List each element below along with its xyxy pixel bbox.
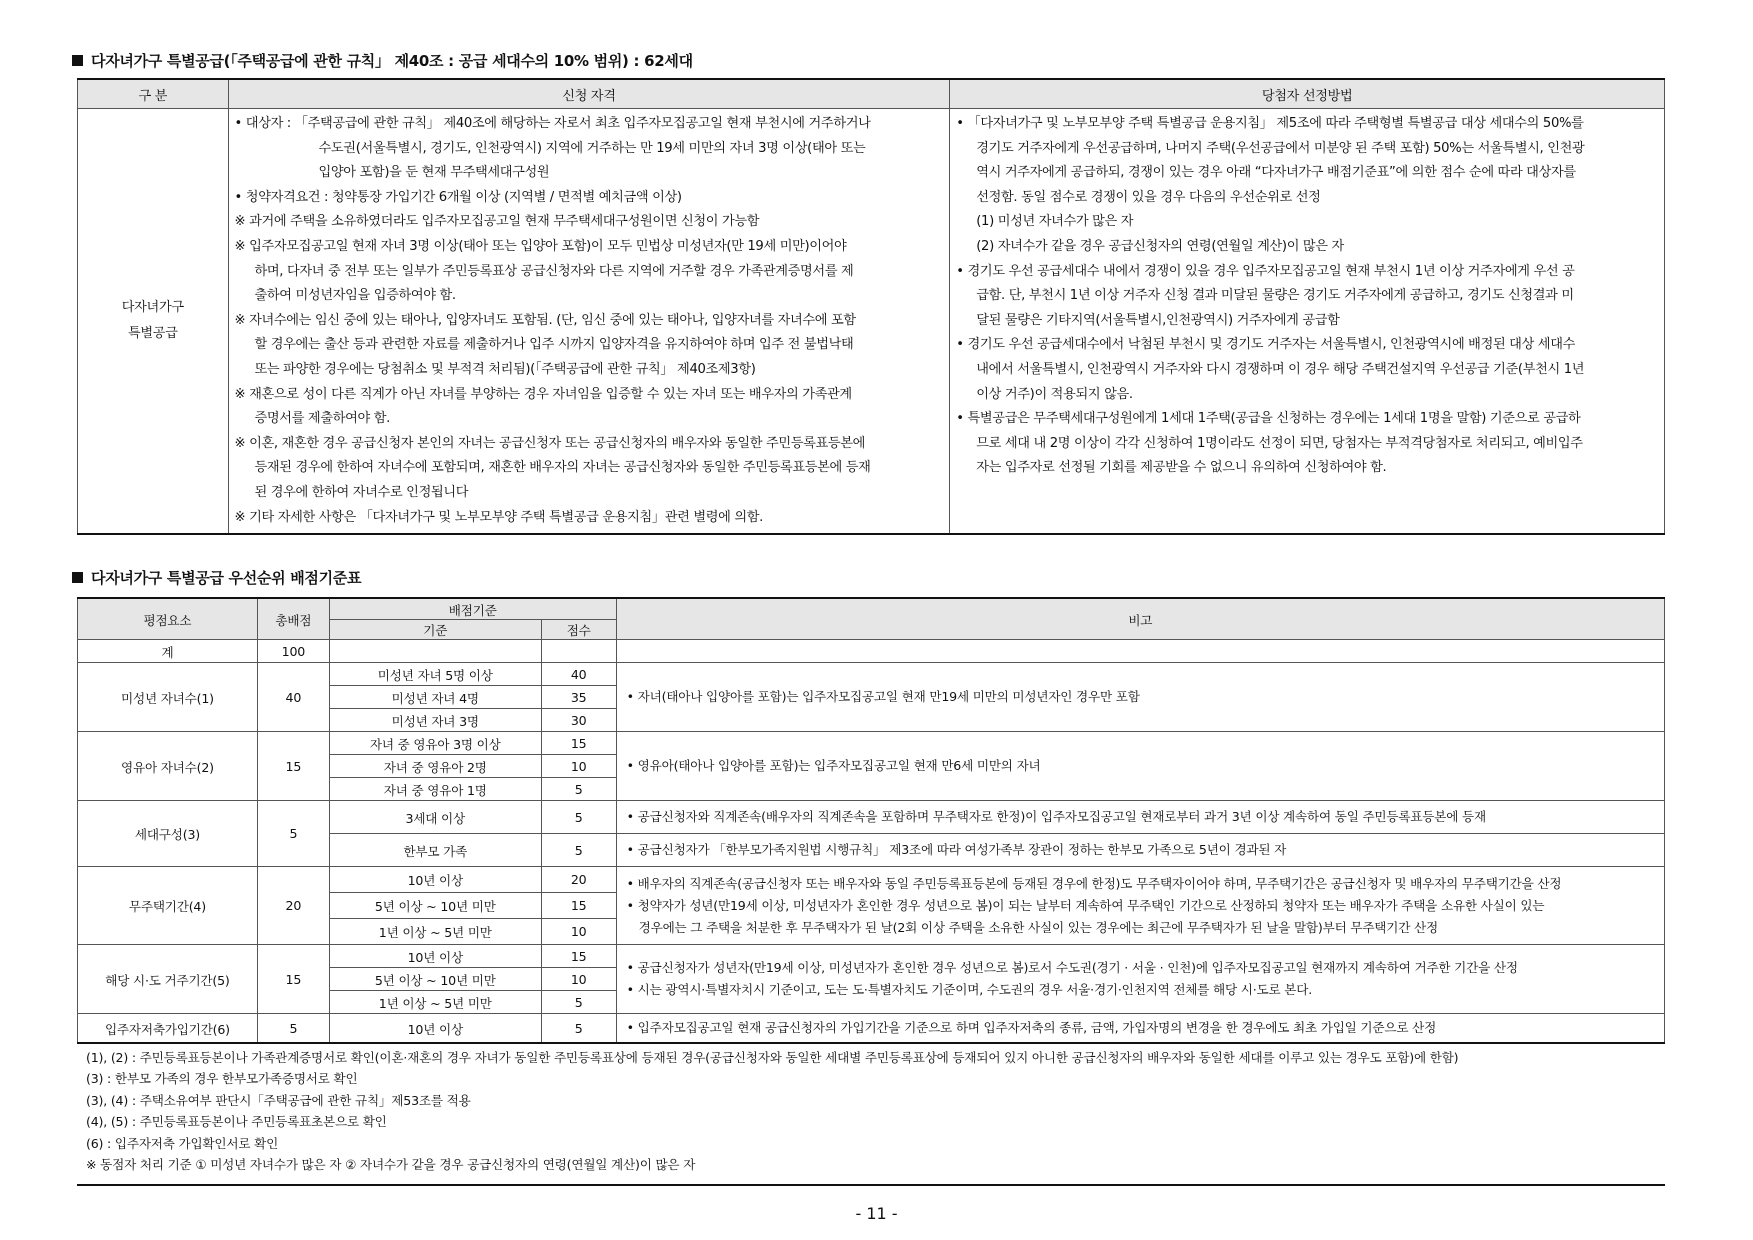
total-cell: 15	[257, 945, 329, 1014]
sel-line: (2) 자녀수가 같을 경우 공급신청자의 연령(연월일 계산)이 많은 자	[976, 238, 1344, 254]
footnote-line: ※ 동점자 처리 기준 ① 미성년 자녀수가 많은 자 ② 자녀수가 같을 경우 공급신청자의 연령(연월일 계산)이 많은 자	[86, 1157, 696, 1173]
criteria-cell: 자녀 중 영유아 3명 이상	[329, 732, 541, 755]
qual-line: 출하여 미성년자임을 입증하여야 함.	[254, 288, 456, 304]
total-cell: 15	[257, 732, 329, 801]
sel-line: 달된 물량은 기타지역(서울특별시,인천광역시) 거주자에게 공급함	[976, 312, 1340, 328]
qual-line: 등재된 경우에 한하여 자녀수에 포함되며, 재혼한 배우자의 자녀는 공급신청자와 동일한 주민등록표등본에 등재	[254, 460, 871, 476]
score-cell: 40	[541, 663, 616, 686]
criteria-cell: 자녀 중 영유아 1명	[329, 778, 541, 801]
sel-line: 경기도 거주자에게 우선공급하며, 나머지 주택(우선공급에서 미분양 된 주택 포함) 50%는 서울특별시, 인천광	[976, 140, 1585, 156]
sel-line: • 경기도 우선 공급세대수에서 낙첨된 부천시 및 경기도 거주자는 서울특별시, 인천광역시에 배정된 대상 세대수	[956, 337, 1575, 353]
header-selection: 당첨자 선정방법	[950, 79, 1665, 109]
sel-line: 이상 거주)이 적용되지 않음.	[976, 386, 1133, 402]
score-cell: 5	[541, 801, 616, 834]
criteria-cell: 10년 이상	[329, 945, 541, 968]
qual-line: 증명서를 제출하여야 함.	[254, 411, 390, 427]
sel-line: • 경기도 우선 공급세대수 내에서 경쟁이 있을 경우 입주자모집공고일 현재 부천시 1년 이상 거주자에게 우선 공	[956, 263, 1575, 279]
criteria-cell: 미성년 자녀 5명 이상	[329, 663, 541, 686]
section2-heading: 다자녀가구 특별공급 우선순위 배점기준표	[72, 567, 361, 588]
table-row	[78, 663, 1665, 686]
table-row	[78, 1014, 1665, 1044]
total-cell: 5	[257, 801, 329, 867]
score-cell: 15	[541, 893, 616, 919]
qual-line: • 대상자 : 「주택공급에 관한 규칙」 제40조에 해당하는 자로서 최초 입주자모집공고일 현재 부천시에 거주하거나	[234, 116, 871, 131]
element-cell: 무주택기간(4)	[78, 867, 258, 945]
element-cell: 영유아 자녀수(2)	[78, 732, 258, 801]
score-cell: 15	[541, 732, 616, 755]
qual-line: ※ 자녀수에는 임신 중에 있는 태아나, 입양자녀도 포함됨. (단, 임신 중에 있는 태아나, 입양자녀를 자녀수에 포함	[234, 312, 856, 328]
square-bullet-icon	[72, 572, 83, 583]
square-bullet-icon	[72, 55, 83, 66]
footnote-line: (4), (5) : 주민등록표등본이나 주민등록표초본으로 확인	[86, 1114, 387, 1130]
element-cell: 해당 시·도 거주기간(5)	[78, 945, 258, 1014]
remark-cell: • 공급신청자와 직계존속(배우자의 직계존속을 포함하며 무주택자로 한정)이 입주자모집공고일 현재로부터 과거 3년 이상 계속하여 동일 주민등록표등본에 등재	[616, 801, 1664, 834]
table-row	[78, 867, 1665, 893]
sel-line: 역시 거주자에게 공급하되, 경쟁이 있는 경우 아래 “다자녀가구 배점기준표”에 의한 점수 순에 따라 대상자를	[976, 165, 1576, 181]
criteria-cell: 1년 이상 ~ 5년 미만	[329, 919, 541, 945]
qual-line: 된 경우에 한하여 자녀수로 인정됩니다	[254, 484, 469, 500]
header-element: 평점요소	[78, 598, 258, 640]
total-cell: 20	[257, 867, 329, 945]
qual-line: ※ 기타 자세한 사항은 「다자녀가구 및 노부모부양 주택 특별공급 운용지침」관련 별령에 의함.	[234, 509, 764, 525]
criteria-cell: 5년 이상 ~ 10년 미만	[329, 893, 541, 919]
footnote-line: (3), (4) : 주택소유여부 판단시「주택공급에 관한 규칙」제53조를 적용	[86, 1092, 471, 1108]
criteria-cell: 한부모 가족	[329, 834, 541, 867]
header-qualification: 신청 자격	[228, 79, 950, 109]
bottom-rule	[77, 1184, 1665, 1186]
element-cell: 미성년 자녀수(1)	[78, 663, 258, 732]
table-row	[78, 801, 1665, 834]
section1-heading: 다자녀가구 특별공급(「주택공급에 관한 규칙」 제40조 : 공급 세대수의 10% 범위) : 62세대	[72, 50, 693, 71]
table-row	[78, 732, 1665, 755]
qual-line: 하며, 다자녀 중 전부 또는 일부가 주민등록표상 공급신청자와 다른 지역에 거주할 경우 가족관계증명서를 제	[254, 263, 854, 279]
footnote-line: (3) : 한부모 가족의 경우 한부모가족증명서로 확인	[86, 1071, 358, 1087]
criteria-cell: 미성년 자녀 3명	[329, 709, 541, 732]
header-category: 구 분	[78, 79, 229, 109]
qual-line: ※ 과거에 주택을 소유하였더라도 입주자모집공고일 현재 무주택세대구성원이면 신청이 가능함	[234, 214, 760, 230]
qual-line: 입양아 포함)을 둔 현재 무주택세대구성원	[318, 165, 550, 181]
criteria-cell: 미성년 자녀 4명	[329, 686, 541, 709]
remark-cell: • 입주자모집공고일 현재 공급신청자의 가입기간을 기준으로 하며 입주자저축의 종류, 금액, 가입자명의 변경을 한 경우에도 최초 가입일 기준으로 산정	[616, 1014, 1664, 1044]
qual-line: 할 경우에는 출산 등과 관련한 자료를 제출하거나 입주 시까지 입양자격을 유지하여야 하며 입주 전 불법낙태	[254, 337, 854, 353]
criteria-cell: 5년 이상 ~ 10년 미만	[329, 968, 541, 991]
criteria-cell: 10년 이상	[329, 867, 541, 893]
remark-cell: • 배우자의 직계존속(공급신청자 또는 배우자와 동일 주민등록표등본에 등재된 경우에 한정)도 무주택자이어야 하며, 무주택기간은 공급신청자 및 배우자의 무주택기간을 산정 • 청약자가 성년(만19세 이상, 미성년자가 혼인한 경우 성년으로 봄)이 되는 날부터 계속하여 무주택인 기간으로 산정하되 청약자 또는 배우자가 주택을 소유한 사실이 있는 경우에는 그 주택을 처분한 후 무주택자가 된 날(2회 이상 주택을 소유한 사실이 있는 경우에는 최근에 무주택자가 된 날을 말함)부터 무주택기간 산정	[616, 867, 1664, 945]
special-supply-table	[77, 78, 1665, 535]
score-cell: 15	[541, 945, 616, 968]
score-cell: 30	[541, 709, 616, 732]
qual-line: 수도권(서울특별시, 경기도, 인천광역시) 지역에 거주하는 만 19세 미만의 자녀 3명 이상(태아 또는	[318, 140, 866, 156]
total-cell: 5	[257, 1014, 329, 1044]
remark-cell: • 공급신청자가 「한부모가족지원법 시행규칙」 제3조에 따라 여성가족부 장관이 정하는 한부모 가족으로 5년이 경과된 자	[616, 834, 1664, 867]
sel-line: 선정함. 동일 점수로 경쟁이 있을 경우 다음의 우선순위로 선정	[976, 189, 1321, 205]
page-number: - 11 -	[855, 1204, 898, 1223]
header-criteria-group: 배점기준	[329, 598, 616, 620]
qual-line: ※ 입주자모집공고일 현재 자녀 3명 이상(태아 또는 입양아 포함)이 모두 민법상 미성년자(만 19세 미만)이어야	[234, 238, 847, 254]
score-cell: 10	[541, 919, 616, 945]
sel-line: • 「다자녀가구 및 노부모부양 주택 특별공급 운용지침」 제5조에 따라 주택형별 특별공급 대상 세대수의 50%를	[956, 116, 1584, 131]
score-cell: 5	[541, 834, 616, 867]
category-cell: 다자녀가구 특별공급	[78, 109, 229, 535]
remark-cell: • 자녀(태아나 입양아를 포함)는 입주자모집공고일 현재 만19세 미만의 미성년자인 경우만 포함	[616, 663, 1664, 732]
score-cell: 20	[541, 867, 616, 893]
qualification-cell	[228, 109, 950, 535]
remark-cell: • 영유아(태아나 입양아를 포함)는 입주자모집공고일 현재 만6세 미만의 자녀	[616, 732, 1664, 801]
score-cell: 5	[541, 991, 616, 1014]
criteria-cell: 자녀 중 영유아 2명	[329, 755, 541, 778]
header-score: 점수	[541, 620, 616, 640]
sel-line: 급함. 단, 부천시 1년 이상 거주자 신청 결과 미달된 물량은 경기도 거주자에게 공급하고, 경기도 신청결과 미	[976, 288, 1574, 304]
score-cell: 5	[541, 778, 616, 801]
remark-cell: • 공급신청자가 성년자(만19세 이상, 미성년자가 혼인한 경우 성년으로 봄)로서 수도권(경기 · 서울 · 인천)에 입주자모집공고일 현재까지 계속하여 거주한 기간을 산정 • 시는 광역시·특별자치시 기준이고, 도는 도·특별자치도 기준이며, 수도권의 경우 서울·경기·인천지역 전체를 해당 시·도로 본다.	[616, 945, 1664, 1014]
score-cell: 10	[541, 968, 616, 991]
qual-line: ※ 이혼, 재혼한 경우 공급신청자 본인의 자녀는 공급신청자 또는 공급신청자의 배우자와 동일한 주민등록표등본에	[234, 435, 866, 451]
sel-line: (1) 미성년 자녀수가 많은 자	[976, 214, 1134, 230]
header-total: 총배점	[257, 598, 329, 640]
header-criteria: 기준	[329, 620, 541, 640]
criteria-cell: 3세대 이상	[329, 801, 541, 834]
selection-cell	[950, 109, 1665, 535]
footnotes	[86, 1047, 1458, 1175]
sel-line: 자는 입주자로 선정될 기회를 제공받을 수 없으니 유의하여 신청하여야 함.	[976, 460, 1387, 476]
footnote-line: (1), (2) : 주민등록표등본이나 가족관계증명서로 확인(이혼·재혼의 경우 자녀가 동일한 주민등록표상에 등재된 경우(공급신청자와 동일한 세대별 주민등록표상에 등재되어 있지 아니한 공급신청자의 배우자와 동일한 세대를 이루고 있는 경우도 포함)에 한함)	[86, 1050, 1459, 1065]
header-remarks: 비고	[616, 598, 1664, 640]
element-cell: 세대구성(3)	[78, 801, 258, 867]
total-cell: 40	[257, 663, 329, 732]
criteria-cell: 1년 이상 ~ 5년 미만	[329, 991, 541, 1014]
table-row	[78, 945, 1665, 968]
sel-line: 므로 세대 내 2명 이상이 각각 신청하여 1명이라도 선정이 되면, 당첨자는 부적격당첨자로 처리되고, 예비입주	[976, 435, 1583, 451]
score-cell: 5	[541, 1014, 616, 1044]
qual-line: • 청약자격요건 : 청약통장 가입기간 6개월 이상 (지역별 / 면적별 예치금액 이상)	[234, 189, 682, 205]
score-cell: 10	[541, 755, 616, 778]
element-cell: 입주자저축가입기간(6)	[78, 1014, 258, 1044]
score-cell: 35	[541, 686, 616, 709]
qual-line: 또는 파양한 경우에는 당첨취소 및 부적격 처리됨)(「주택공급에 관한 규칙」 제40조제3항)	[254, 361, 756, 377]
qual-line: ※ 재혼으로 성이 다른 직계가 아닌 자녀를 부양하는 경우 자녀임을 입증할 수 있는 자녀 또는 배우자의 가족관계	[234, 386, 852, 402]
sel-line: • 특별공급은 무주택세대구성원에게 1세대 1주택(공급을 신청하는 경우에는 1세대 1명을 말함) 기준으로 공급하	[956, 411, 1581, 427]
criteria-cell: 10년 이상	[329, 1014, 541, 1044]
sum-row: 계 100	[78, 640, 1665, 663]
score-criteria-table	[77, 597, 1665, 1044]
footnote-line: (6) : 입주자저축 가입확인서로 확인	[86, 1135, 279, 1151]
sel-line: 내에서 서울특별시, 인천광역시 거주자와 다시 경쟁하며 이 경우 해당 주택건설지역 우선공급 기준(부천시 1년	[976, 361, 1585, 377]
